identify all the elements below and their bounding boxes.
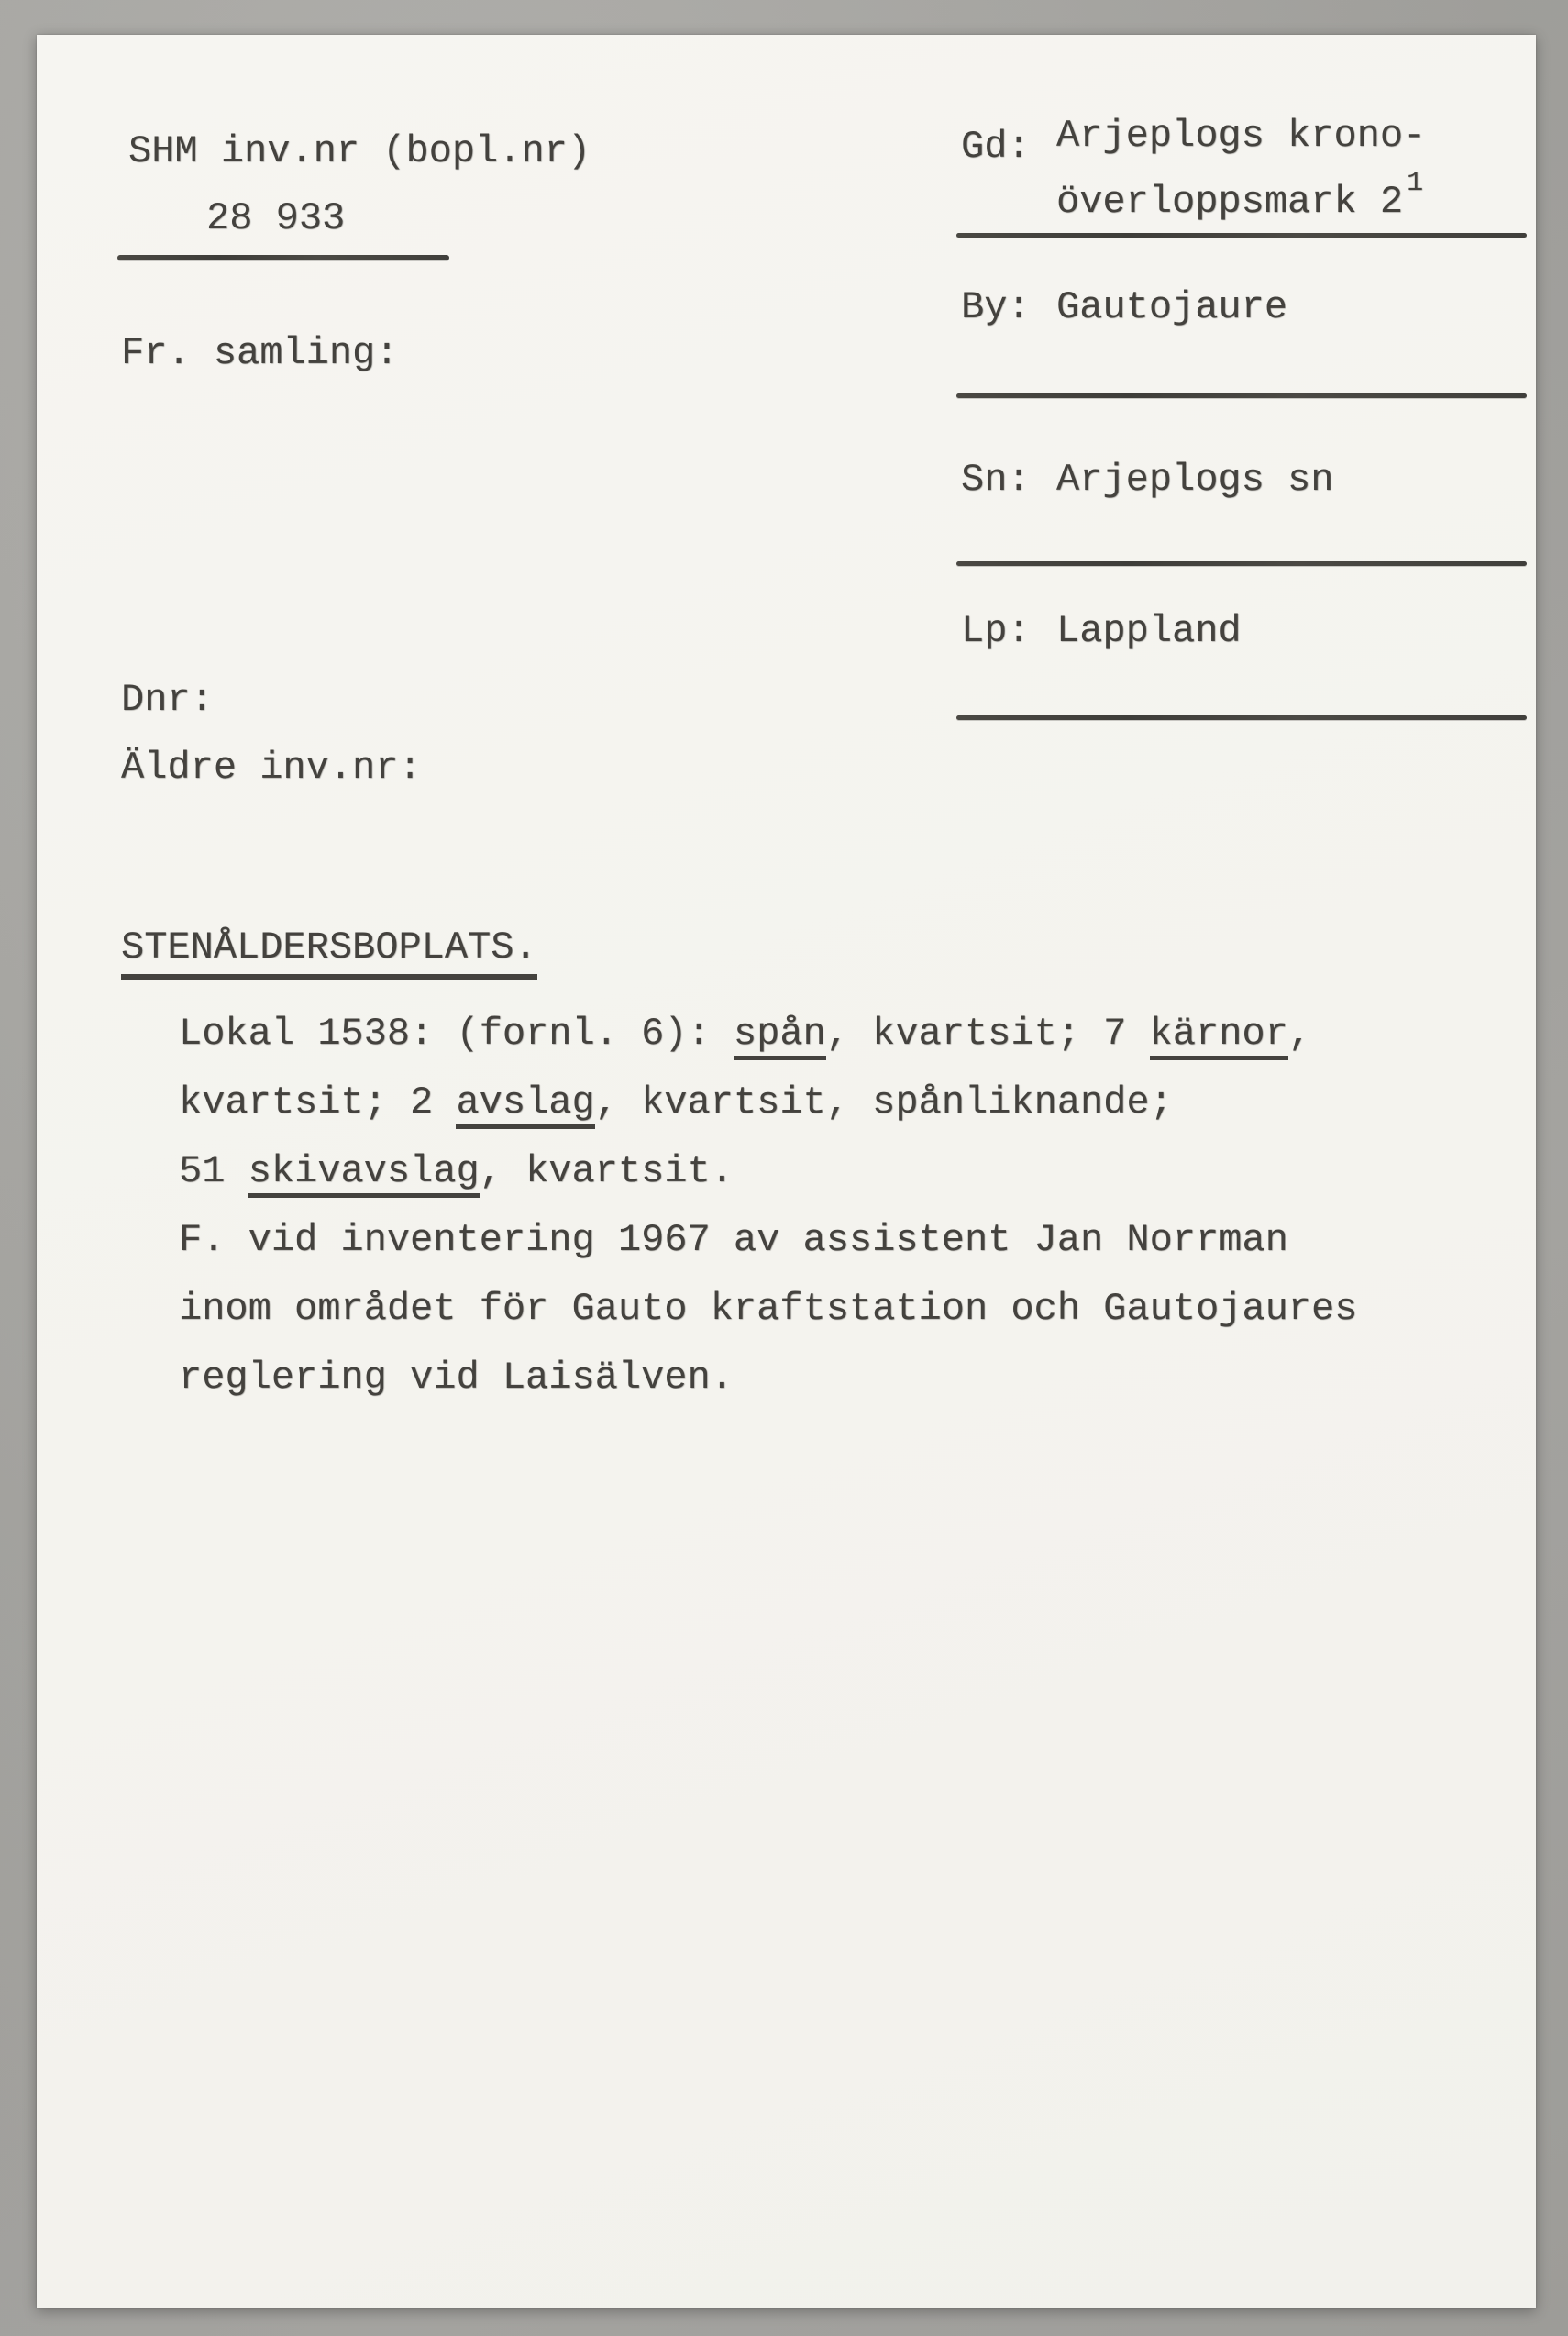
report-line <box>179 1137 1444 1206</box>
lp-field-label: Lp: <box>961 609 1031 653</box>
gd-field-value <box>1056 103 1426 235</box>
gd-value-superscript: 1 <box>1407 168 1424 199</box>
sn-field-label: Sn: <box>961 458 1031 502</box>
report-line <box>179 1068 1444 1137</box>
lp-field-value: Lappland <box>1056 609 1242 653</box>
report-text: Lokal 1538: (fornl. 6): <box>179 1012 734 1056</box>
report-underlined-term: kärnor <box>1150 1012 1288 1060</box>
report-text: , kvartsit. <box>479 1149 734 1193</box>
gd-field-divider-rule <box>956 233 1527 238</box>
document-page <box>37 35 1536 2308</box>
report-line <box>179 1206 1444 1275</box>
report-text: F. vid inventering 1967 av assistent Jan Norrman <box>179 1218 1288 1262</box>
report-underlined-term: skivavslag <box>248 1149 480 1198</box>
by-field-value: Gautojaure <box>1056 285 1288 329</box>
inventory-number-underline <box>117 255 449 260</box>
report-text: , kvartsit; 7 <box>825 1012 1150 1056</box>
report-text: , kvartsit, spånliknande; <box>594 1080 1173 1124</box>
by-field-divider-rule <box>956 393 1527 398</box>
fr-samling-label: Fr. samling: <box>121 331 399 375</box>
report-paragraph <box>179 1000 1444 1412</box>
gd-field-label: Gd: <box>961 125 1031 169</box>
report-text: inom området för Gauto kraftstation och Gautojaures <box>179 1287 1358 1331</box>
gd-value-line2: överloppsmark 2 <box>1056 180 1404 224</box>
report-underlined-term: avslag <box>456 1080 594 1129</box>
inventory-number-value: 28 933 <box>206 196 346 240</box>
inventory-number-label: SHM inv.nr (bopl.nr) <box>128 129 591 173</box>
section-heading <box>121 925 537 969</box>
section-heading-text: STENÅLDERSBOPLATS. <box>121 925 537 980</box>
report-line <box>179 1275 1444 1344</box>
report-underlined-term: spån <box>734 1012 826 1060</box>
report-line <box>179 1000 1444 1068</box>
report-text: reglering vid Laisälven. <box>179 1356 734 1400</box>
dnr-label: Dnr: <box>121 678 214 722</box>
aldre-inv-label: Äldre inv.nr: <box>121 746 422 790</box>
sn-field-divider-rule <box>956 561 1527 566</box>
report-line <box>179 1344 1444 1412</box>
by-field-label: By: <box>961 285 1031 329</box>
lp-field-divider-rule <box>956 715 1527 720</box>
sn-field-value: Arjeplogs sn <box>1056 458 1334 502</box>
report-text: , <box>1287 1012 1312 1056</box>
gd-value-line1: Arjeplogs krono- <box>1056 114 1427 158</box>
report-text: kvartsit; 2 <box>179 1080 457 1124</box>
report-text: 51 <box>179 1149 248 1193</box>
